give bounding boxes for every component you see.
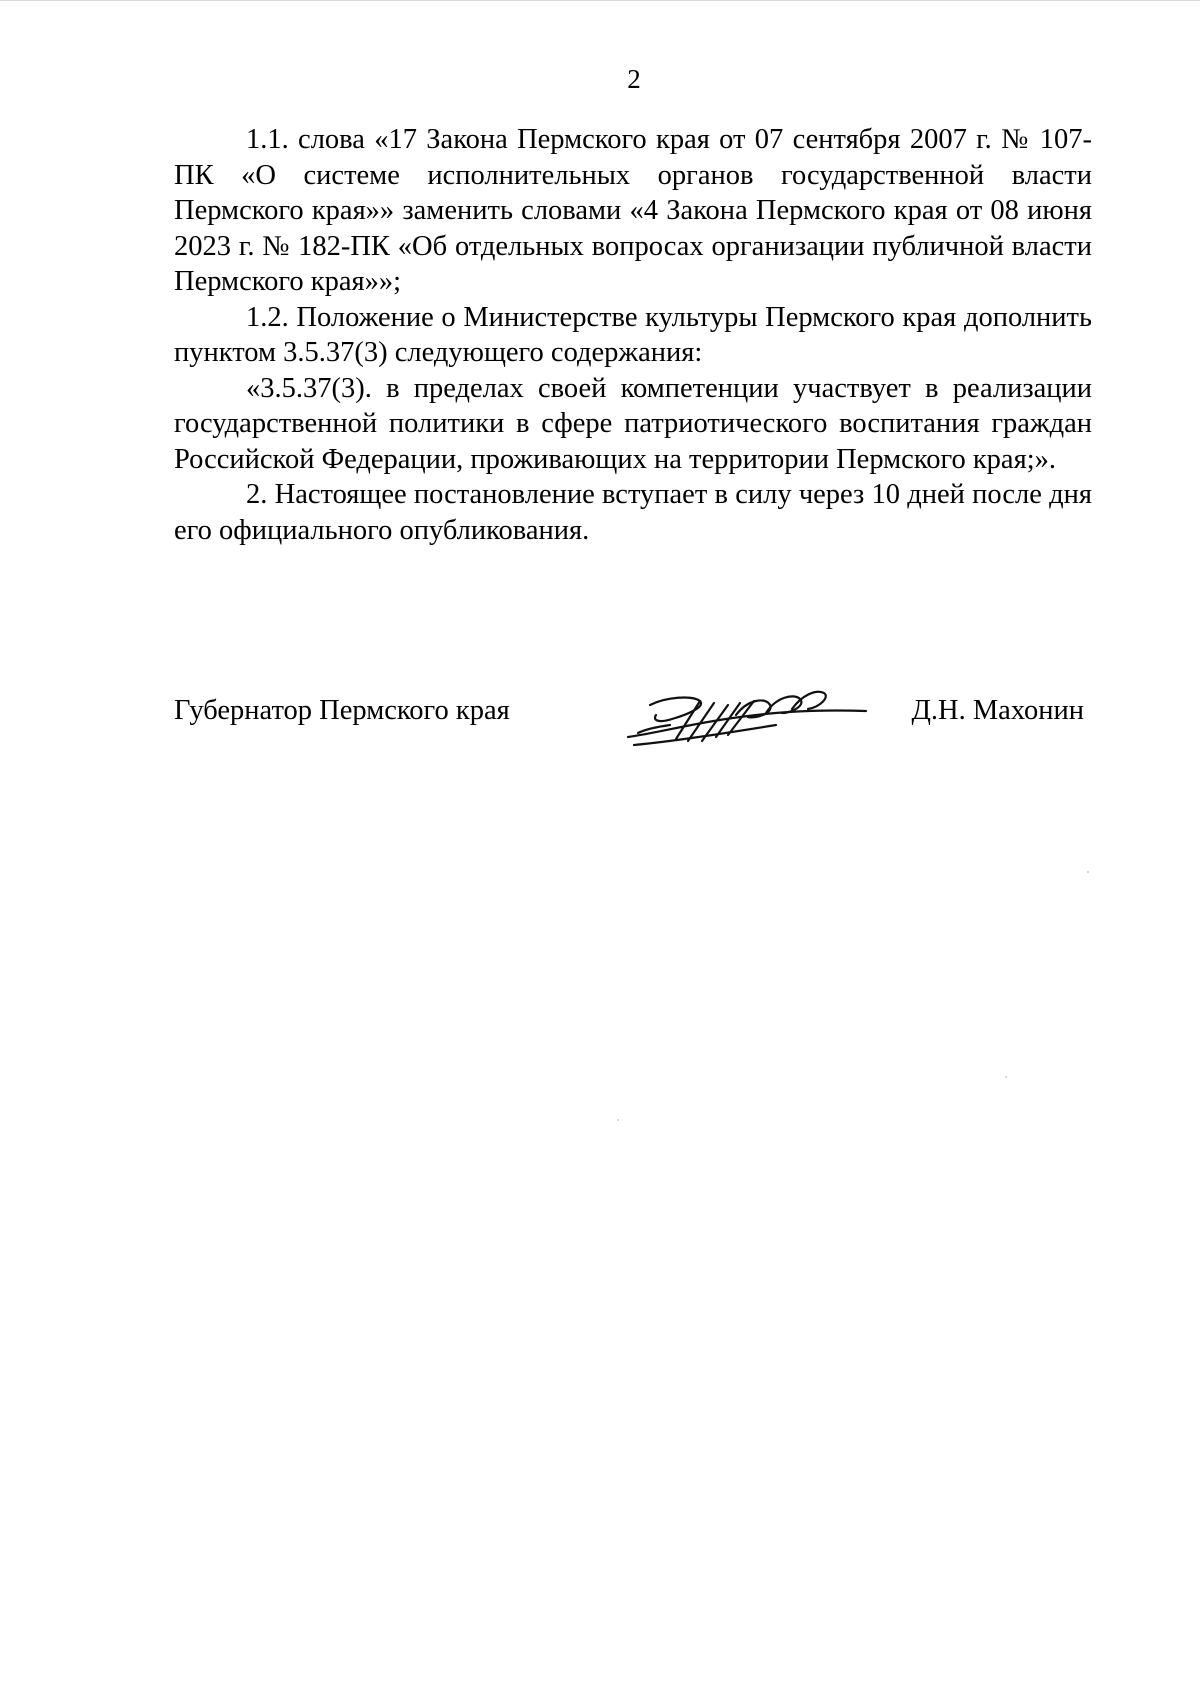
paragraph-2: 2. Настоящее постановление вступает в силу через 10 дней после дня его официального опубликования. (174, 479, 1092, 546)
handwritten-signature (616, 675, 876, 755)
signer-name: Д.Н. Махонин (911, 695, 1084, 726)
signer-position: Губернатор Пермского края (174, 695, 510, 726)
document-body (174, 122, 1092, 548)
scan-speck (1087, 871, 1089, 873)
page-number: 2 (627, 64, 641, 94)
scan-speck (1005, 1076, 1007, 1078)
paragraph-1-1: 1.1. слова «17 Закона Пермского края от 07 сентября 2007 г. № 107-ПК «О системе исполнительных органов государственной власти Пермского края»» заменить словами «4 Закона Пермского края от 08 июня 2023 г. № 182-ПК «Об отдельных вопросах организации публичной власти Пермского края»»; (174, 124, 1092, 297)
paragraph-3-5-37-3: «3.5.37(3). в пределах своей компетенции участвует в реализации государственной политики в сфере патриотического воспитания граждан Российской Федерации, проживающих на территории Пермского края;». (174, 372, 1092, 475)
signature-block (174, 693, 1084, 753)
paragraph-1-2: 1.2. Положение о Министерстве культуры Пермского края дополнить пунктом 3.5.37(3) следующего содержания: (174, 301, 1092, 368)
scan-speck (617, 1119, 619, 1121)
